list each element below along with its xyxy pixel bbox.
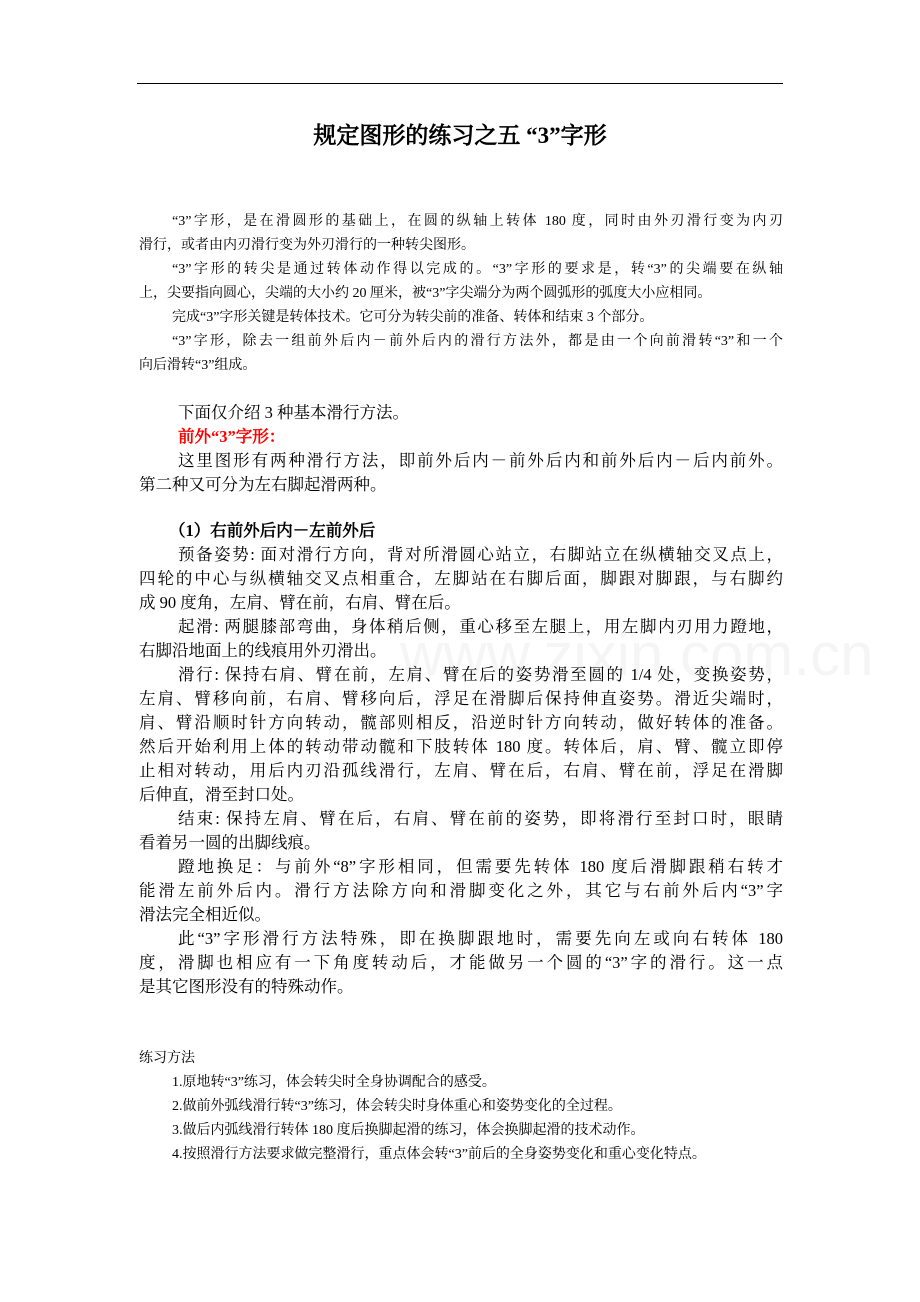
- paragraph-line: 完成“3”字形关键是转体技术。它可分为转尖前的准备、转体和结束 3 个部分。: [172, 310, 654, 325]
- practice-item: 2.做前外弧线滑行转“3”练习，体会转尖时身体重心和姿势变化的全过程。: [172, 1099, 622, 1114]
- paragraph-line: 结束: 保持左肩、臂在后，右肩、臂在前的姿势，即将滑行至封口时，眼睛: [178, 809, 783, 828]
- paragraph-line: 这里图形有两种滑行方法，即前外后内－前外后内和前外后内－后内前外。: [178, 451, 783, 470]
- paragraph-line: 此“3”字形滑行方法特殊，即在换脚跟地时，需要先向左或向右转体 180: [178, 929, 783, 948]
- paragraph-line: “3”字形，除去一组前外后内－前外后内的滑行方法外，都是由一个向前滑转“3”和一个: [172, 334, 783, 349]
- paragraph-line: 向后滑转“3”组成。: [139, 358, 257, 373]
- intro-section: [139, 210, 783, 378]
- practice-heading: 练习方法: [139, 1051, 195, 1066]
- paragraph-line: 度，滑脚也相应有一下角度转动后，才能做另一个圆的“3”字的滑行。这一点: [139, 953, 783, 972]
- lead-text: 下面仅介绍 3 种基本滑行方法。: [178, 403, 409, 422]
- practice-section: [139, 1047, 783, 1167]
- main-section: [139, 401, 783, 999]
- paragraph-line: 能滑左前外后内。滑行方法除方向和滑脚变化之外，其它与右前外后内“3”字: [139, 881, 783, 900]
- paragraph-line: 后伸直，滑至封口处。: [139, 785, 304, 804]
- practice-item: 4.按照滑行方法要求做完整滑行，重点体会转“3”前后的全身姿势变化和重心变化特点。: [172, 1147, 706, 1162]
- practice-item: 3.做后内弧线滑行转体 180 度后换脚起滑的练习，体会换脚起滑的技术动作。: [172, 1123, 645, 1138]
- paragraph-line: “3”字形，是在滑圆形的基础上，在圆的纵轴上转体 180 度，同时由外刃滑行变为内刃: [172, 214, 783, 229]
- practice-item: 1.原地转“3”练习，体会转尖时全身协调配合的感受。: [172, 1075, 496, 1090]
- paragraph-line: 看着另一圆的出脚线痕。: [139, 833, 321, 852]
- paragraph-line: 成 90 度角，左肩、臂在前，右肩、臂在后。: [139, 593, 461, 612]
- paragraph-line: 第二种又可分为左右脚起滑两种。: [139, 475, 387, 494]
- paragraph-line: 滑行: 保持右肩、臂在前，左肩、臂在后的姿势滑至圆的 1/4 处，变换姿势，: [178, 665, 783, 684]
- paragraph-line: 上，尖要指向圆心，尖端的大小约 20 厘米，被“3”字尖端分为两个圆弧形的弧度大小应相同。: [139, 286, 712, 301]
- paragraph-line: “3”字形的转尖是通过转体动作得以完成的。“3”字形的要求是，转“3”的尖端要在纵轴: [172, 262, 783, 277]
- paragraph-line: 预备姿势: 面对滑行方向，背对所滑圆心站立，右脚站立在纵横轴交叉点上，: [178, 545, 783, 564]
- paragraph-line: 肩、臂沿顺时针方向转动，髋部则相反，沿逆时针方向转动，做好转体的准备。: [139, 713, 783, 732]
- section-heading: 前外“3”字形：: [178, 427, 286, 446]
- paragraph-line: 滑法完全相近似。: [139, 905, 271, 924]
- page-title: 规定图形的练习之五 “3”字形: [313, 123, 607, 148]
- paragraph-line: 滑行，或者由内刃滑行变为外刃滑行的一种转尖图形。: [139, 238, 475, 253]
- paragraph-line: 然后开始利用上体的转动带动髋和下肢转体 180 度。转体后，肩、臂、髋立即停: [139, 737, 783, 756]
- paragraph-line: 止相对转动，用后内刃沿孤线滑行，左肩、臂在后，右肩、臂在前，浮足在滑脚: [139, 761, 783, 780]
- paragraph-line: 起滑: 两腿膝部弯曲，身体稍后侧，重心移至左腿上，用左脚内刃用力蹬地，: [178, 617, 783, 636]
- paragraph-line: 右脚沿地面上的线痕用外刃滑出。: [139, 641, 387, 660]
- paragraph-line: 四轮的中心与纵横轴交叉点相重合，左脚站在右脚后面，脚跟对脚跟，与右脚约: [139, 569, 783, 588]
- sub-heading: （1）右前外后内－左前外后: [169, 521, 376, 540]
- header-rule: [137, 83, 783, 84]
- paragraph-line: 蹬地换足：与前外“8”字形相同，但需要先转体 180 度后滑脚跟稍右转才: [178, 857, 783, 876]
- paragraph-line: 左肩、臂移向前，右肩、臂移向后，浮足在滑脚后保持伸直姿势。滑近尖端时，: [139, 689, 783, 708]
- paragraph-line: 是其它图形没有的特殊动作。: [139, 977, 354, 996]
